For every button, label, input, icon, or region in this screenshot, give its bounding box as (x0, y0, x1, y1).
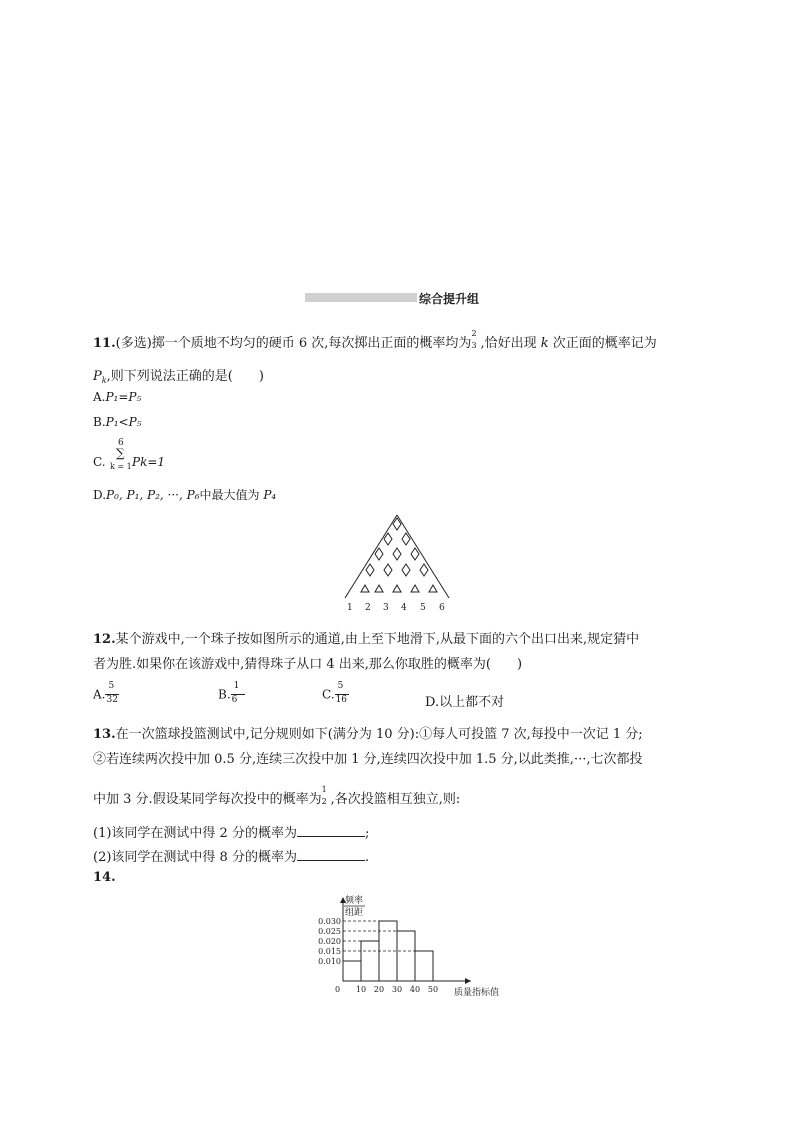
answer-blank (297, 850, 365, 861)
q11-option-c: C. (93, 455, 106, 469)
triangle-peg (411, 585, 419, 592)
q12-choice-d: D.以上都不对 (425, 695, 505, 710)
y-tick-label: 0.020 (318, 937, 341, 946)
histogram-bar (415, 951, 433, 981)
q14-number: 14. (93, 870, 116, 885)
q11-text-a: (多选)掷一个质地不均匀的硬币 6 次,每次掷出正面的概率均为 (115, 336, 472, 351)
q12-choice-c: C. $\frac{5}{16}$ (322, 681, 348, 705)
sum-expr: Pk=1 (132, 455, 166, 469)
q11-number: 11. (93, 336, 116, 351)
peg (375, 548, 383, 560)
exit-label: 5 (420, 603, 426, 613)
x-axis-arrow (465, 978, 471, 984)
q12-line2: 者为胜.如果你在该游戏中,猜得珠子从口 4 出来,那么你取胜的概率为( ) (93, 657, 523, 672)
x-tick-label: 50 (427, 985, 439, 994)
q11-fraction: 2 3 (471, 328, 477, 350)
exit-label: 4 (401, 603, 407, 613)
q12-choice-a: A. $\frac{5}{32}$ (93, 681, 118, 705)
x-tick-label: 10 (355, 985, 367, 994)
x-tick-label: 20 (373, 985, 385, 994)
histogram-bar (361, 941, 379, 981)
sum-bottom: k = 1 (110, 462, 132, 471)
right-wall (397, 515, 449, 598)
q11-line1 (93, 328, 657, 351)
histogram-bar (343, 961, 361, 981)
exit-label: 3 (383, 603, 389, 613)
section-bar (305, 293, 417, 302)
q13-sub1: (1)该同学在测试中得 2 分的概率为 ; (93, 826, 370, 841)
q12-choice-b: B. $\frac{1}{6}$ (218, 683, 247, 707)
q11-option-d: D.P₀, P₁, P₂, ···, P₆中最大值为 P₄ (93, 488, 277, 502)
sum-top: 6 (118, 438, 124, 448)
peg (384, 533, 392, 545)
q11-option-a: A.P₁=P₅ (93, 390, 142, 404)
y-tick-label: 0.030 (318, 917, 341, 926)
q11-text-c: 次正面的概率记为 (548, 336, 657, 351)
x-axis-label: 质量指标值 (454, 988, 500, 998)
y-tick-label: 0.010 (318, 957, 341, 966)
x-tick-label: 30 (391, 985, 403, 994)
triangle-peg (429, 585, 437, 592)
exit-label: 2 (365, 603, 371, 613)
q13-line3: 中加 3 分.假设某同学每次投中的概率为 1 2 ,各次投篮相互独立,则: (93, 784, 461, 807)
left-wall (345, 515, 397, 598)
peg (366, 564, 374, 576)
galton-board-figure (335, 510, 465, 614)
histogram-chart (305, 893, 500, 998)
peg (420, 564, 428, 576)
q11-option-b: B.P₁<P₅ (93, 415, 142, 429)
peg (402, 564, 410, 576)
q11-text-b: ,恰好出现 (480, 336, 541, 351)
exit-label: 6 (439, 603, 445, 613)
q12-line1: 12.某个游戏中,一个珠子按如图所示的通道,由上至下地滑下,从最下面的六个出口出来,规定猜中 (93, 632, 640, 647)
q11-line2: $P_k$,则下列说法正确的是( ) (93, 369, 264, 385)
y-tick-label: 0.025 (318, 927, 341, 936)
triangle-peg (361, 585, 369, 592)
q13-line2: ②若连续两次投中加 0.5 分,连续三次投中加 1 分,连续四次投中加 1.5 分,以此类推,···,七次都投 (93, 752, 643, 767)
y-tick-label: 0.015 (318, 947, 341, 956)
sum-sign: ∑ (116, 446, 125, 460)
triangle-peg (375, 585, 383, 592)
section-title: 综合提升组 (419, 292, 480, 306)
exit-label: 1 (347, 603, 353, 613)
q13-sub2: (2)该同学在测试中得 8 分的概率为 . (93, 850, 370, 865)
x-tick-label: 40 (409, 985, 421, 994)
peg (393, 548, 401, 560)
answer-blank (297, 826, 365, 837)
peg (411, 548, 419, 560)
histogram-bar (397, 931, 415, 981)
triangle-peg (393, 585, 401, 592)
peg (402, 533, 410, 545)
q13-line1: 13.在一次篮球投篮测试中,记分规则如下(满分为 10 分):①每人可投篮 7 次,每投中一次记 1 分; (93, 727, 643, 742)
origin-label: 0 (335, 985, 341, 994)
y-axis-label-top: 频率 (345, 896, 364, 906)
q11-k: k (540, 336, 549, 351)
peg (384, 564, 392, 576)
y-axis-label-bottom: 组距 (345, 908, 364, 918)
